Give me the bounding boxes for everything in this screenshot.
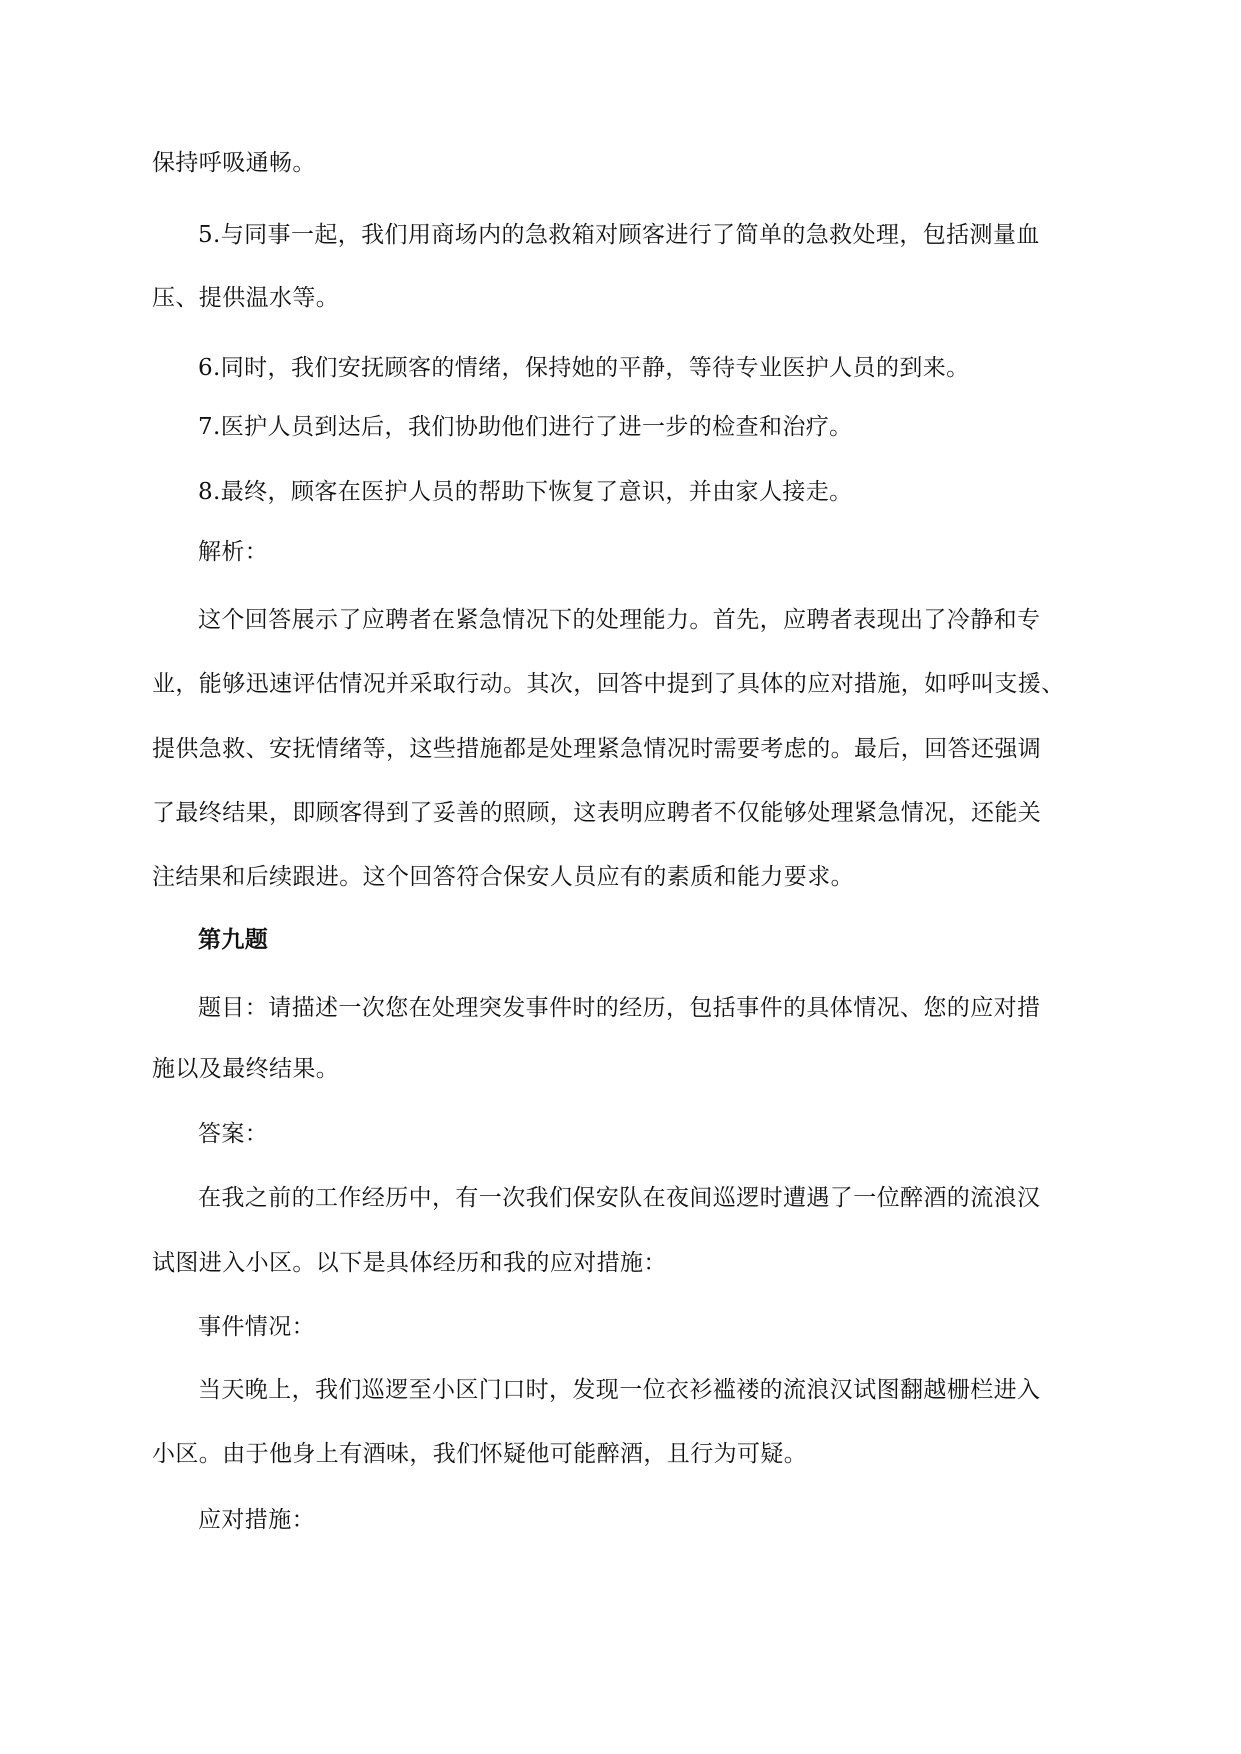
paragraph-line: 小区。由于他身上有酒味，我们怀疑他可能醉酒，且行为可疑。: [152, 1441, 808, 1467]
paragraph-line: 在我之前的工作经历中，有一次我们保安队在夜间巡逻时遭遇了一位醉酒的流浪汉: [198, 1185, 1041, 1211]
paragraph-line: 了最终结果，即顾客得到了妥善的照顾，这表明应聘者不仅能够处理紧急情况，还能关: [152, 800, 1042, 826]
section-heading: 第九题: [198, 926, 269, 953]
paragraph-line: 注结果和后续跟进。这个回答符合保安人员应有的素质和能力要求。: [152, 864, 854, 890]
paragraph-line: 这个回答展示了应聘者在紧急情况下的处理能力。首先，应聘者表现出了冷静和专: [198, 607, 1041, 633]
question-line: 施以及最终结果。: [152, 1056, 340, 1082]
paragraph-line: 提供急救、安抚情绪等，这些措施都是处理紧急情况时需要考虑的。最后，回答还强调: [152, 736, 1042, 762]
answer-label: 答案：: [198, 1121, 269, 1147]
paragraph-line: 业，能够迅速评估情况并采取行动。其次，回答中提到了具体的应对措施，如呼叫支援、: [152, 671, 1065, 697]
measures-label: 应对措施：: [198, 1507, 315, 1533]
list-item-6: 6.同时，我们安抚顾客的情绪，保持她的平静，等待专业医护人员的到来。: [198, 355, 970, 381]
event-label: 事件情况：: [198, 1314, 315, 1340]
list-item-5: 5.与同事一起，我们用商场内的急救箱对顾客进行了简单的急救处理，包括测量血: [198, 222, 1040, 248]
paragraph-line: 当天晚上，我们巡逻至小区门口时，发现一位衣衫褴褛的流浪汉试图翻越栅栏进入: [198, 1377, 1041, 1403]
paragraph-line: 试图进入小区。以下是具体经历和我的应对措施：: [152, 1250, 667, 1276]
paragraph-line: 保持呼吸通畅。: [152, 150, 316, 176]
list-item-7: 7.医护人员到达后，我们协助他们进行了进一步的检查和治疗。: [198, 414, 853, 440]
paragraph-line: 压、提供温水等。: [152, 285, 340, 311]
question-line: 题目：请描述一次您在处理突发事件时的经历，包括事件的具体情况、您的应对措: [198, 995, 1041, 1021]
analysis-label: 解析：: [198, 539, 269, 565]
list-item-8: 8.最终，顾客在医护人员的帮助下恢复了意识，并由家人接走。: [198, 479, 853, 505]
